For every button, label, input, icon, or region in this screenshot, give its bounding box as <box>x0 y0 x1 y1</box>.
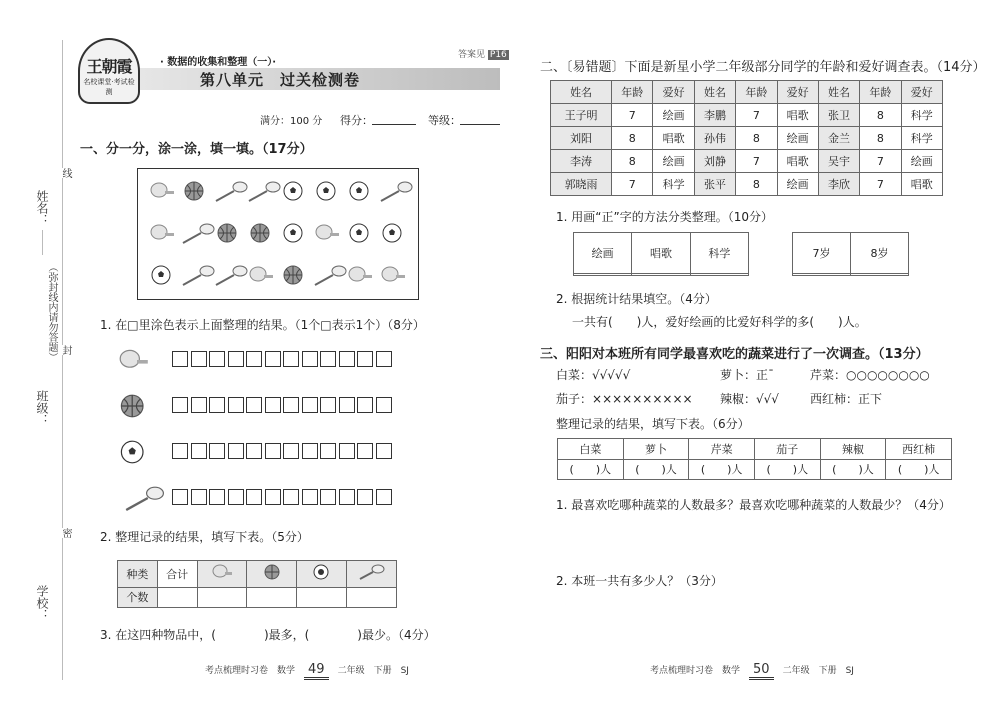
racket-icon <box>356 563 386 581</box>
s2-q2: 2. 根据统计结果填空。（4分） <box>556 292 717 306</box>
footer-right-text: 考点梳理时习卷 数学 <box>650 666 741 676</box>
survey-cell: 王子明 <box>551 104 612 127</box>
tally-square[interactable] <box>283 489 299 505</box>
tally-square[interactable] <box>339 397 355 413</box>
tally-label: 白菜： <box>556 368 593 382</box>
veg-count-cell[interactable]: ( )人 <box>558 459 624 480</box>
basketball-icon <box>115 391 165 421</box>
tally-marks: ○○○○○○○○ <box>846 368 930 382</box>
survey-header: 年龄 <box>736 81 777 104</box>
tally-square[interactable] <box>357 351 373 367</box>
survey-cell: 8 <box>612 127 653 150</box>
survey-table <box>550 80 943 196</box>
racket-icon <box>183 266 214 285</box>
s2-q1: 1. 用画“正”字的方法分类整理。（10分） <box>556 210 773 224</box>
basketball-icon <box>185 182 203 200</box>
tally-square[interactable] <box>265 351 281 367</box>
football-icon <box>317 182 335 200</box>
grade-label: 等级： <box>428 114 461 127</box>
pingpong-icon <box>211 563 233 581</box>
items-picture <box>137 168 419 300</box>
veg-count-cell[interactable]: ( )人 <box>820 459 886 480</box>
footer-left-tail: 二年级 下册 SJ <box>337 666 409 676</box>
count-cell[interactable] <box>197 587 247 608</box>
survey-cell: 8 <box>736 127 777 150</box>
tally-marks: ×××××××××× <box>592 392 693 406</box>
seal-note: （弥封线内请勿答题） <box>46 262 57 362</box>
tally-square[interactable] <box>320 351 336 367</box>
tally-square[interactable] <box>209 351 225 367</box>
racket-icon <box>216 182 247 201</box>
s3-q2: 2. 本班一共有多少人？（3分） <box>556 574 723 588</box>
survey-cell: 绘画 <box>653 150 694 173</box>
age-header: 8岁 <box>851 233 909 274</box>
tally-square[interactable] <box>320 489 336 505</box>
tally-record <box>556 390 693 407</box>
pingpong-icon <box>151 225 174 239</box>
s1-q1: 1. 在□里涂色表示上面整理的结果。（1个□表示1个）（8分） <box>100 318 425 332</box>
veg-header: 茄子 <box>754 439 820 460</box>
football-icon <box>115 437 165 467</box>
tally-square[interactable] <box>191 351 207 367</box>
racket-header <box>346 561 396 588</box>
tally-square[interactable] <box>209 443 225 459</box>
tally-marks: √√√ <box>756 392 779 406</box>
items-svg <box>138 169 418 299</box>
survey-cell: 8 <box>860 127 901 150</box>
tally-square[interactable] <box>209 489 225 505</box>
basketball-header <box>247 561 297 588</box>
age-tally-cell[interactable] <box>793 273 851 275</box>
survey-cell: 孙伟 <box>694 127 735 150</box>
football-icon <box>284 224 302 242</box>
veg-count-cell[interactable]: ( )人 <box>886 459 952 480</box>
count-cell[interactable] <box>157 587 197 608</box>
survey-cell: 李涛 <box>551 150 612 173</box>
answer-ref <box>458 47 509 60</box>
tally-square[interactable] <box>172 397 188 413</box>
football-icon <box>311 563 331 581</box>
tally-square[interactable] <box>209 397 225 413</box>
tally-record <box>810 390 882 407</box>
tally-square[interactable] <box>172 351 188 367</box>
survey-header: 姓名 <box>818 81 859 104</box>
brand-logo-sub: 名校课堂·考试检测 <box>83 78 135 96</box>
name-label: 姓名： <box>35 190 49 226</box>
tally-label: 茄子： <box>556 392 593 406</box>
veg-header: 白菜 <box>558 439 624 460</box>
survey-cell: 刘静 <box>694 150 735 173</box>
age-tally-cell[interactable] <box>851 273 909 275</box>
tally-square[interactable] <box>246 489 262 505</box>
survey-cell: 7 <box>860 173 901 196</box>
count-row-label: 个数 <box>118 587 158 608</box>
binding-line <box>62 40 63 680</box>
cut-mark: 密 <box>60 528 71 538</box>
survey-cell: 绘画 <box>653 104 694 127</box>
tally-square[interactable] <box>283 443 299 459</box>
pingpong-icon <box>115 345 165 375</box>
tally-marks: 正¯ <box>756 368 775 382</box>
hobby-header: 科学 <box>690 233 748 274</box>
class-label: 班级： <box>35 390 49 426</box>
footer-right-tail: 二年级 下册 SJ <box>782 666 854 676</box>
page-title: 第八单元 过关检测卷 <box>200 71 361 89</box>
tally-square[interactable] <box>228 489 244 505</box>
racket-icon <box>315 266 346 285</box>
basketball-icon <box>284 266 302 284</box>
survey-cell: 7 <box>736 150 777 173</box>
score-label: 得分： <box>340 114 373 127</box>
survey-cell: 绘画 <box>901 150 942 173</box>
full-score: 满分：100 分 <box>260 116 323 127</box>
tally-record <box>720 390 779 407</box>
tally-square[interactable] <box>246 351 262 367</box>
survey-header: 爱好 <box>777 81 818 104</box>
survey-cell: 唱歌 <box>653 127 694 150</box>
title-banner <box>140 68 500 90</box>
tally-record <box>810 366 930 383</box>
school-label: 学校： <box>35 585 49 621</box>
footer-left <box>205 662 409 677</box>
hobby-table <box>573 232 749 276</box>
racket-icon <box>216 266 247 285</box>
brand-logo-name: 王朝霞 <box>86 57 132 76</box>
survey-cell: 张卫 <box>818 104 859 127</box>
tally-square[interactable] <box>191 443 207 459</box>
veg-header: 萝卜 <box>623 439 689 460</box>
tally-square[interactable] <box>376 489 392 505</box>
tally-square[interactable] <box>265 397 281 413</box>
survey-cell: 8 <box>736 173 777 196</box>
pingpong-icon <box>382 267 405 281</box>
tally-square[interactable] <box>228 443 244 459</box>
tally-square[interactable] <box>339 351 355 367</box>
veg-count-cell[interactable]: ( )人 <box>623 459 689 480</box>
survey-cell: 李欣 <box>818 173 859 196</box>
tally-square[interactable] <box>320 397 336 413</box>
survey-cell: 科学 <box>901 104 942 127</box>
tally-square[interactable] <box>246 397 262 413</box>
s1-count-table <box>117 560 397 608</box>
tally-label: 芹菜： <box>810 368 847 382</box>
veg-header: 芹菜 <box>689 439 755 460</box>
survey-cell: 张平 <box>694 173 735 196</box>
basketball-icon <box>262 563 282 581</box>
tally-square[interactable] <box>265 443 281 459</box>
survey-cell: 唱歌 <box>777 150 818 173</box>
tally-label: 西红柿： <box>810 392 859 406</box>
basketball-icon <box>251 224 269 242</box>
survey-header: 爱好 <box>901 81 942 104</box>
survey-cell: 唱歌 <box>777 104 818 127</box>
score-blank[interactable] <box>372 124 416 125</box>
racket-icon <box>381 182 412 201</box>
s1-q3: 3. 在这四种物品中，( )最多，( )最少。（4分） <box>100 628 436 642</box>
racket-icon <box>183 224 214 243</box>
pingpong-header <box>197 561 247 588</box>
hobby-header: 绘画 <box>574 233 632 274</box>
tally-square[interactable] <box>302 443 318 459</box>
veg-header: 西红柿 <box>886 439 952 460</box>
tally-marks: 正下 <box>858 392 883 406</box>
football-icon <box>350 182 368 200</box>
tally-square[interactable] <box>228 351 244 367</box>
survey-header: 年龄 <box>860 81 901 104</box>
survey-cell: 金兰 <box>818 127 859 150</box>
tally-square[interactable] <box>228 397 244 413</box>
survey-cell: 吴宇 <box>818 150 859 173</box>
pingpong-icon <box>349 267 372 281</box>
s2-q2-text: 一共有( )人，爱好绘画的比爱好科学的多( )人。 <box>572 315 867 329</box>
survey-cell: 唱歌 <box>901 173 942 196</box>
tally-square[interactable] <box>283 351 299 367</box>
hobby-tally-cell[interactable] <box>574 273 632 275</box>
total-header: 合计 <box>157 561 197 588</box>
section3-title: 三、阳阳对本班所有同学最喜欢吃的蔬菜进行了一次调查。（13分） <box>540 347 929 362</box>
survey-cell: 绘画 <box>777 127 818 150</box>
football-icon <box>152 266 170 284</box>
survey-header: 姓名 <box>551 81 612 104</box>
racket-icon <box>249 182 280 201</box>
tally-square[interactable] <box>357 397 373 413</box>
name-blank <box>42 230 43 255</box>
count-cell[interactable] <box>247 587 297 608</box>
tally-square[interactable] <box>172 489 188 505</box>
cut-mark: 线 <box>60 168 71 178</box>
tally-square[interactable] <box>302 351 318 367</box>
answer-ref-label: 答案见 <box>458 50 486 60</box>
count-cell[interactable] <box>297 587 347 608</box>
tally-square[interactable] <box>283 397 299 413</box>
survey-cell: 郭晓雨 <box>551 173 612 196</box>
tally-square[interactable] <box>376 443 392 459</box>
tally-label: 萝卜： <box>720 368 757 382</box>
tally-square[interactable] <box>357 443 373 459</box>
survey-header: 姓名 <box>694 81 735 104</box>
survey-cell: 7 <box>612 173 653 196</box>
hobby-header: 唱歌 <box>632 233 690 274</box>
football-icon <box>350 224 368 242</box>
football-header <box>297 561 347 588</box>
survey-cell: 刘阳 <box>551 127 612 150</box>
tally-square[interactable] <box>191 489 207 505</box>
s1-q2: 2. 整理记录的结果，填写下表。（5分） <box>100 530 309 544</box>
survey-cell: 7 <box>612 104 653 127</box>
survey-header: 爱好 <box>653 81 694 104</box>
s3-q1: 1. 最喜欢吃哪种蔬菜的人数最多？最喜欢吃哪种蔬菜的人数最少？（4分） <box>556 498 951 512</box>
hobby-tally-cell[interactable] <box>690 273 748 275</box>
veg-header: 辣椒 <box>820 439 886 460</box>
tally-square[interactable] <box>357 489 373 505</box>
page-number-left: 49 <box>304 662 329 680</box>
survey-cell: 科学 <box>901 127 942 150</box>
football-icon <box>383 224 401 242</box>
cut-mark: 封 <box>60 345 71 355</box>
answer-page: P16 <box>489 50 507 60</box>
racket-icon <box>115 483 165 513</box>
pingpong-icon <box>316 225 339 239</box>
tally-label: 辣椒： <box>720 392 757 406</box>
veg-table <box>557 438 952 480</box>
tally-square[interactable] <box>191 397 207 413</box>
survey-cell: 李鹏 <box>694 104 735 127</box>
survey-header: 年龄 <box>612 81 653 104</box>
tally-square[interactable] <box>265 489 281 505</box>
s3-intro: 整理记录的结果，填写下表。（6分） <box>556 417 750 431</box>
survey-cell: 7 <box>860 150 901 173</box>
tally-square[interactable] <box>246 443 262 459</box>
tally-square[interactable] <box>172 443 188 459</box>
pingpong-icon <box>250 267 273 281</box>
survey-cell: 科学 <box>653 173 694 196</box>
survey-cell: 8 <box>612 150 653 173</box>
grade-blank[interactable] <box>460 124 500 125</box>
survey-cell: 8 <box>860 104 901 127</box>
section2-title: 二、〔易错题〕下面是新星小学二年级部分同学的年龄和爱好调查表。（14分） <box>540 60 986 75</box>
tally-square[interactable] <box>339 443 355 459</box>
tally-square[interactable] <box>339 489 355 505</box>
veg-count-cell[interactable]: ( )人 <box>754 459 820 480</box>
veg-count-cell[interactable]: ( )人 <box>689 459 755 480</box>
tally-square[interactable] <box>376 351 392 367</box>
age-header: 7岁 <box>793 233 851 274</box>
football-icon <box>284 182 302 200</box>
hobby-tally-cell[interactable] <box>632 273 690 275</box>
tally-square[interactable] <box>376 397 392 413</box>
age-table <box>792 232 909 276</box>
page-number-right: 50 <box>749 662 774 680</box>
kind-header: 种类 <box>118 561 158 588</box>
unit-subtitle: · 数据的收集和整理（一）· <box>160 57 277 68</box>
tally-marks: √√√√√ <box>592 368 631 382</box>
survey-cell: 7 <box>736 104 777 127</box>
tally-square[interactable] <box>320 443 336 459</box>
basketball-icon <box>218 224 236 242</box>
survey-cell: 绘画 <box>777 173 818 196</box>
section1-title: 一、分一分，涂一涂，填一填。（17分） <box>80 142 313 157</box>
footer-right <box>650 662 854 677</box>
tally-square[interactable] <box>302 397 318 413</box>
footer-left-text: 考点梳理时习卷 数学 <box>205 666 296 676</box>
brand-logo <box>78 38 140 104</box>
tally-record <box>720 366 774 383</box>
tally-square[interactable] <box>302 489 318 505</box>
pingpong-icon <box>151 183 174 197</box>
tally-record <box>556 366 630 383</box>
count-cell[interactable] <box>346 587 396 608</box>
